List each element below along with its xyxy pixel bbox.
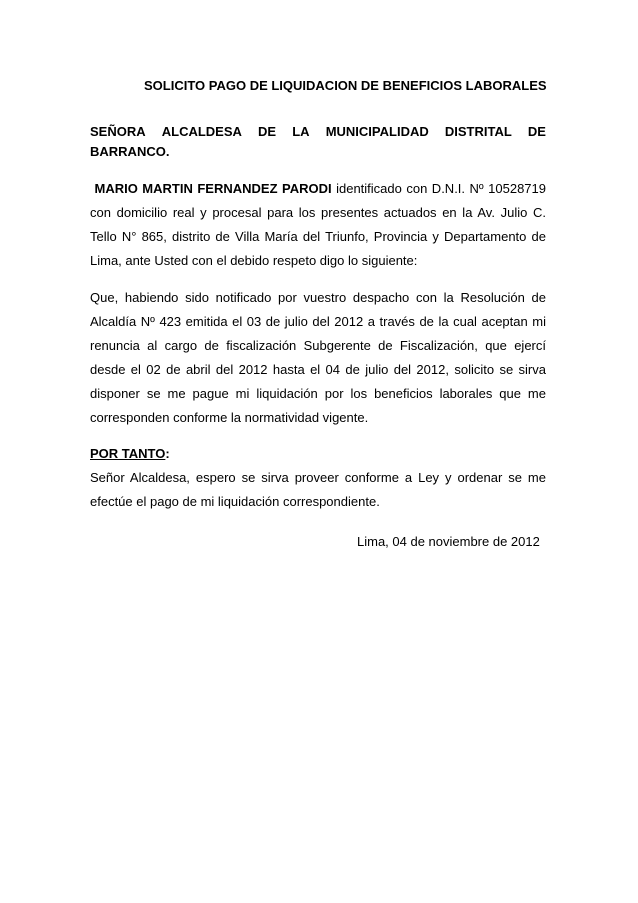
body-paragraph: Que, habiendo sido notificado por vuestro despacho con la Resolución de Alcaldía Nº 423 emitida el 03 de julio del 2012 a través de la cual aceptan mi renuncia al cargo de fiscalización Subgerente de Fiscalización, que ejercí desde el 02 de abril del 2012 hasta el 04 de julio del 2012, solicito se sirva disponer se me pague mi liquidación por los beneficios laborales que me corresponden conforme la normatividad vigente.	[90, 290, 546, 425]
recipient-line-1	[90, 122, 546, 142]
document-title: SOLICITO PAGO DE LIQUIDACION DE BENEFICIOS LABORALES	[144, 78, 547, 93]
recipient-word: SEÑORA	[90, 124, 146, 139]
recipient-word: MUNICIPALIDAD	[325, 124, 429, 139]
recipient-line-2: BARRANCO.	[90, 144, 170, 159]
recipient-word: DISTRITAL	[444, 124, 512, 139]
recipient-word: DE	[258, 124, 277, 139]
recipient-word: LA	[292, 124, 310, 139]
conclusion-paragraph	[90, 442, 546, 514]
conclusion-heading	[90, 442, 546, 466]
intro-text: identificado con D.N.I. Nº 10528719 con domicilio real y procesal para los presentes actuados en la Av. Julio C. Tello N° 865, distrito de Villa María del Triunfo, Provincia y Departamento de Lima, ante Usted con el debido respeto digo lo siguiente:	[90, 181, 546, 268]
recipient-word: ALCALDESA	[161, 124, 242, 139]
recipient-block	[90, 122, 546, 162]
petitioner-name: MARIO MARTIN FERNANDEZ PARODI	[90, 181, 332, 196]
intro-paragraph	[90, 177, 546, 273]
conclusion-text: Señor Alcaldesa, espero se sirva proveer conforme a Ley y ordenar se me efectúe el pago de mi liquidación correspondiente.	[90, 470, 546, 509]
por-tanto-label: POR TANTO	[90, 446, 166, 461]
recipient-word: DE	[527, 124, 546, 139]
por-tanto-colon: :	[165, 446, 170, 461]
date-line: Lima, 04 de noviembre de 2012	[357, 534, 540, 549]
